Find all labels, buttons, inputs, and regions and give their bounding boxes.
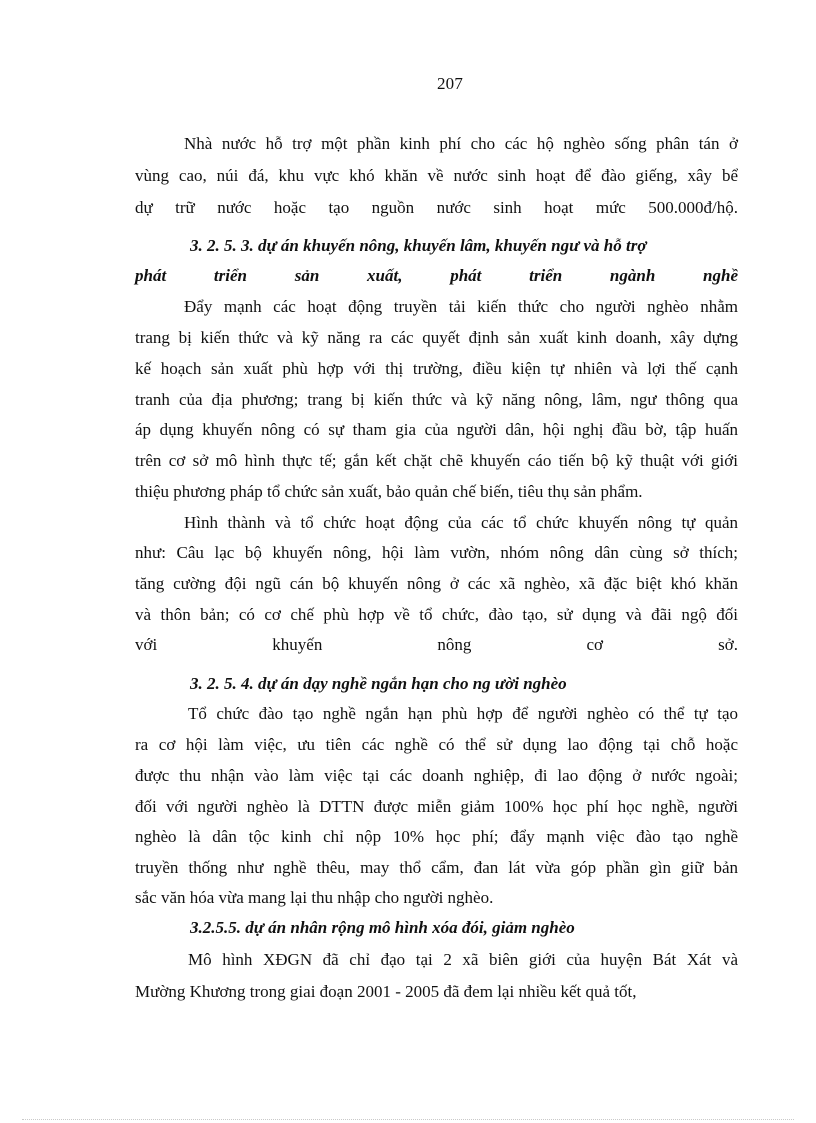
page-number: 207 [436,74,464,93]
text-line: nghèo là dân tộc kinh chỉ nộp 10% học phí; đẩy mạnh việc đào tạo nghề [135,827,738,846]
text-line: trang bị kiến thức và kỹ năng ra các quyết định sản xuất kinh doanh, xây dựng [135,328,738,347]
text-line: và thôn bản; có cơ chế phù hợp về tổ chức, đào tạo, sử dụng và đãi ngộ đối [135,605,738,624]
text-line: Mô hình XĐGN đã chỉ đạo tại 2 xã biên giới của huyện Bát Xát và [188,950,738,969]
section-heading: 3. 2. 5. 4. dự án dạy nghề ngắn hạn cho ng ười nghèo [190,674,567,693]
text-line: với khuyến nông cơ sở. [135,635,738,654]
section-heading: phát triển sản xuất, phát triển ngành nghề [135,266,738,285]
text-line: Mường Khương trong giai đoạn 2001 - 2005 đã đem lại nhiều kết quả tốt, [135,982,637,1001]
text-line: kế hoạch sản xuất phù hợp với thị trường, điều kiện tự nhiên và lợi thế cạnh [135,359,738,378]
text-line: được thu nhận vào làm việc tại các doanh nghiệp, đi lao động ở nước ngoài; [135,766,738,785]
text-line: vùng cao, núi đá, khu vực khó khăn về nước sinh hoạt để đào giếng, xây bể [135,166,738,185]
text-line: thiệu phương pháp tổ chức sản xuất, bảo quản chế biến, tiêu thụ sản phẩm. [135,482,643,501]
section-heading: 3. 2. 5. 3. dự án khuyến nông, khuyến lâm, khuyến ngư và hỗ trợ [190,236,647,255]
text-line: Hình thành và tổ chức hoạt động của các tổ chức khuyến nông tự quản [184,513,738,532]
text-line: như: Câu lạc bộ khuyến nông, hội làm vườn, nhóm nông dân cùng sở thích; [135,543,738,562]
text-line: tranh của địa phương; trang bị kiến thức và kỹ năng nông, lâm, ngư thông qua [135,390,738,409]
text-line: truyền thống như nghề thêu, may thổ cẩm, đan lát vừa góp phần gìn giữ bản [135,858,738,877]
page-bottom-rule [22,1119,794,1120]
text-line: Đẩy mạnh các hoạt động truyền tải kiến thức cho người nghèo nhằm [184,297,738,316]
text-line: áp dụng khuyến nông có sự tham gia của người dân, hội nghị đầu bờ, tập huấn [135,420,738,439]
text-line: Nhà nước hỗ trợ một phần kinh phí cho các hộ nghèo sống phân tán ở [184,134,738,153]
text-line: sắc văn hóa vừa mang lại thu nhập cho người nghèo. [135,888,494,907]
text-line: trên cơ sở mô hình thực tế; gắn kết chặt chẽ khuyến cáo tiến bộ kỹ thuật với giới [135,451,738,470]
text-line: tăng cường đội ngũ cán bộ khuyến nông ở các xã nghèo, xã đặc biệt khó khăn [135,574,738,593]
section-heading: 3.2.5.5. dự án nhân rộng mô hình xóa đói, giảm nghèo [190,918,575,937]
text-line: đối với người nghèo là DTTN được miễn giảm 100% học phí học nghề, người [135,797,738,816]
text-line: dự trữ nước hoặc tạo nguồn nước sinh hoạt mức 500.000đ/hộ. [135,198,738,217]
text-line: Tổ chức đào tạo nghề ngắn hạn phù hợp để người nghèo có thể tự tạo [188,704,738,723]
text-line: ra cơ hội làm việc, ưu tiên các nghề có thể sử dụng lao động tại chỗ hoặc [135,735,738,754]
